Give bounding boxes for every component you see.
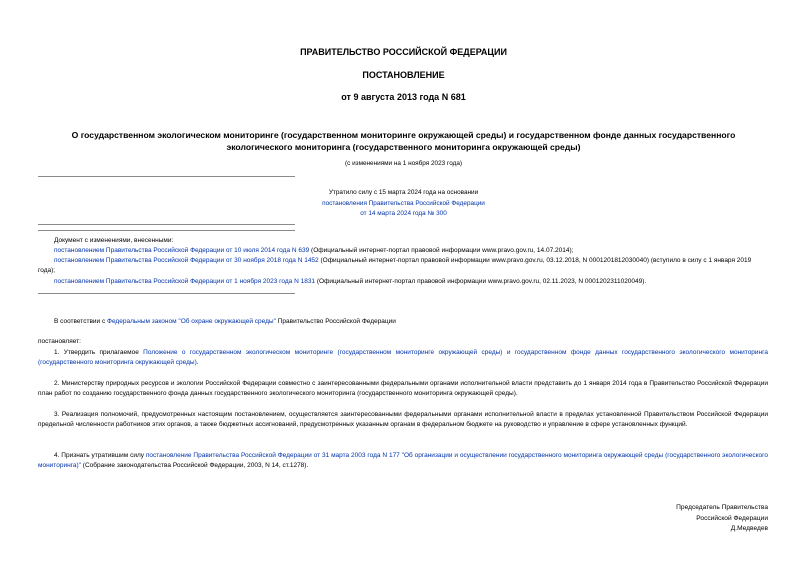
amendment-link[interactable]: постановлением Правительства Российской Федерации от 10 июля 2014 года N 639 (54, 247, 310, 254)
signature-position-2: Российской Федерации (696, 514, 768, 522)
point-4-prefix: 4. Признать утратившим силу (54, 452, 146, 459)
document-title-line-1: О государственном экологическом мониторинге (государственном мониторинге окружающей среды) и государственном фонде данных государственного (71, 130, 736, 140)
federal-law-link[interactable]: Федеральным законом "Об охране окружающей среды" (107, 318, 276, 325)
preamble-suffix: Правительство Российской Федерации (275, 318, 396, 325)
government-heading: ПРАВИТЕЛЬСТВО РОССИЙСКОЙ ФЕДЕРАЦИИ (300, 47, 507, 57)
repealed-decree-link[interactable]: постановление Правительства Российской Федерации от 31 марта 2003 года N 177 "Об организации и осуществлении государственного мониторинга окружающей среды (государственного экологического мониторинга)" (38, 452, 768, 470)
document-title-line-2: экологического мониторинга (государственного мониторинга окружающей среды) (226, 142, 581, 152)
point-1-suffix: . (196, 359, 199, 367)
regulation-link[interactable]: Положение о государственном экологическом мониторинге (государственном мониторинге окружающей среды) и государственном фонде данных государственного экологического мониторинга (государственного мониторинга окружающей среды) (38, 349, 768, 367)
separator-line (38, 230, 295, 231)
status-block (0, 188, 807, 220)
amendment-item (38, 277, 768, 287)
document-date-number: от 9 августа 2013 года N 681 (341, 92, 466, 102)
amendment-item (38, 246, 768, 256)
amendment-link[interactable]: постановлением Правительства Российской Федерации от 1 ноября 2023 года N 1831 (54, 277, 316, 285)
status-text: Утратило силу с 15 марта 2024 года на основании (328, 189, 479, 196)
document-type: ПОСТАНОВЛЕНИЕ (362, 70, 445, 80)
amendment-source: (Официальный интернет-портал правовой информации www.pravo.gov.ru, 03.12.2018, N 0001201812030040) (вступило в силу с 1 января 2019 года); (38, 257, 752, 275)
repeal-decree-link-line-2[interactable]: от 14 марта 2024 года № 300 (360, 210, 447, 217)
document-title (0, 129, 807, 153)
point-2-text: 2. Министерству природных ресурсов и экологии Российской Федерации совместно с заинтересованными федеральными органами исполнительной власти представить до 1 января 2014 года в Правительство Российской Федерации план работ по созданию государственного фонда данных государственного экологического мониторинга (государственного мониторинга окружающей среды). (38, 380, 768, 398)
point-1-prefix: 1. Утвердить прилагаемое (54, 349, 144, 356)
decree-word: постановляет: (38, 338, 81, 345)
preamble-prefix: В соответствии с (54, 318, 108, 325)
preamble (54, 317, 396, 327)
amendment-link[interactable]: постановлением Правительства Российской Федерации от 30 ноября 2018 года N 1452 (54, 257, 319, 265)
signature-position: Председатель Правительства (676, 504, 768, 511)
amendments-intro: Документ с изменениями, внесенными: (54, 237, 174, 244)
amendments-list (38, 246, 768, 287)
separator-line (38, 293, 295, 294)
point-4-suffix: (Собрание законодательства Российской Федерации, 2003, N 14, ст.1278). (80, 462, 309, 470)
signature-name: Д.Медведев (730, 525, 768, 532)
point-3-text: 3. Реализация полномочий, предусмотренных настоящим постановлением, осуществляется заинтересованными федеральными органами исполнительной власти в пределах установленной Правительством Российской Федерации предельной численности работников этих органов, а также бюджетных ассигнований, предусмотренных указанным органам в федеральном бюджете на руководство и управление в сфере установленных функций. (38, 411, 768, 429)
point-3 (38, 410, 768, 430)
separator-line (38, 176, 295, 177)
point-4 (38, 451, 768, 471)
separator-line (38, 224, 295, 225)
revision-note: (с изменениями на 1 ноября 2023 года) (344, 160, 463, 167)
signature-block (676, 503, 768, 535)
amendment-item (38, 256, 768, 276)
amendment-source: (Официальный интернет-портал правовой информации www.pravo.gov.ru, 02.11.2023, N 0001202311020049). (315, 277, 647, 285)
repeal-decree-link-line-1[interactable]: постановления Правительства Российской Федерации (322, 199, 485, 207)
point-2 (38, 379, 768, 399)
amendment-source: (Официальный интернет-портал правовой информации www.pravo.gov.ru, 14.07.2014); (309, 247, 574, 254)
point-1 (38, 348, 768, 368)
